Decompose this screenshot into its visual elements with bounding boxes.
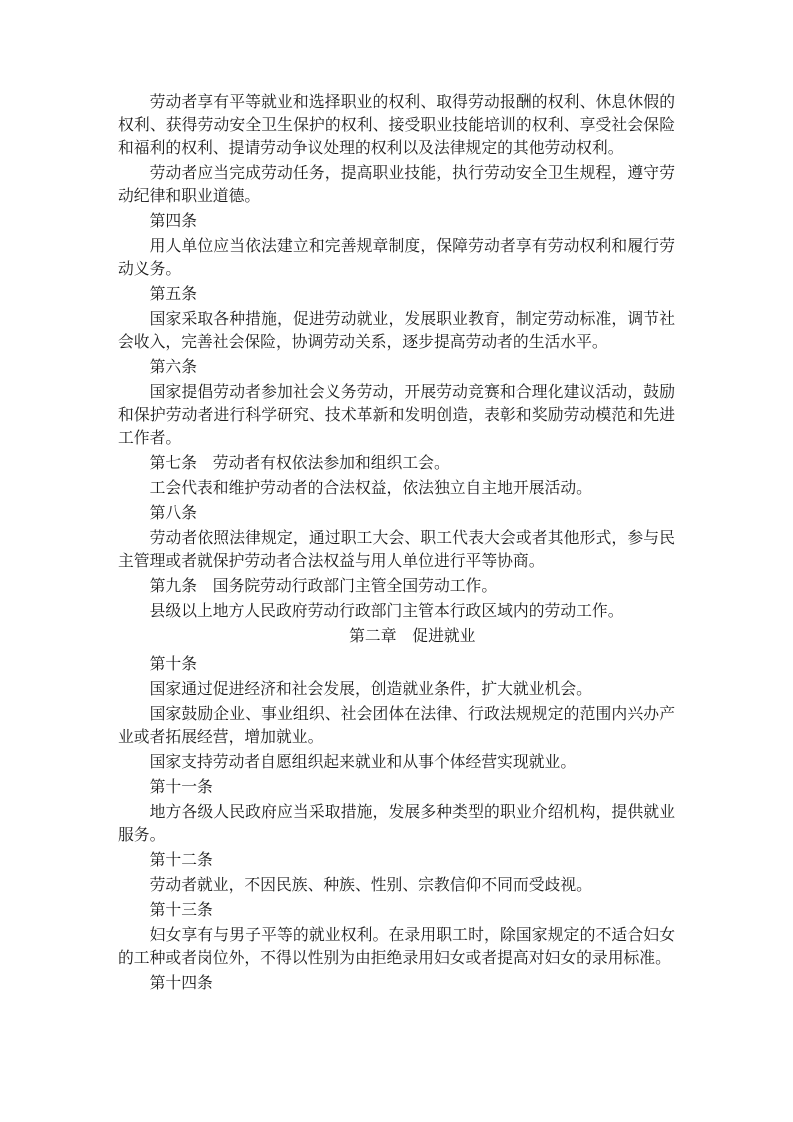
paragraph: 国家采取各种措施，促进劳动就业，发展职业教育，制定劳动标准，调节社会收入，完善社会保险，协调劳动关系，逐步提高劳动者的生活水平。 — [118, 311, 675, 351]
paragraph: 国家通过促进经济和社会发展，创造就业条件，扩大就业机会。 — [149, 681, 592, 698]
paragraph: 劳动者应当完成劳动任务，提高职业技能，执行劳动安全卫生规程，遵守劳动纪律和职业道德。 — [118, 165, 675, 205]
paragraph: 劳动者就业，不因民族、种族、性别、宗教信仰不同而受歧视。 — [149, 877, 592, 894]
paragraph: 第十二条 — [149, 852, 213, 869]
paragraph: 地方各级人民政府应当采取措施，发展多种类型的职业介绍机构，提供就业服务。 — [118, 804, 675, 844]
paragraph: 国家提倡劳动者参加社会义务劳动，开展劳动竞赛和合理化建议活动，鼓励和保护劳动者进行科学研究、技术革新和发明创造，表彰和奖励劳动模范和先进工作者。 — [118, 384, 675, 447]
paragraph: 县级以上地方人民政府劳动行政部门主管本行政区域内的劳动工作。 — [149, 603, 624, 620]
document-body — [118, 91, 675, 997]
paragraph: 国家鼓励企业、事业组织、社会团体在法律、行政法规规定的范围内兴办产业或者拓展经营，增加就业。 — [118, 706, 675, 746]
paragraph: 第六条 — [149, 359, 197, 376]
paragraph: 第十一条 — [149, 779, 213, 796]
paragraph: 第十四条 — [149, 975, 213, 992]
paragraph: 第十条 — [149, 656, 197, 673]
paragraph: 第四条 — [149, 213, 197, 230]
paragraph: 劳动者享有平等就业和选择职业的权利、取得劳动报酬的权利、休息休假的权利、获得劳动安全卫生保护的权利、接受职业技能培训的权利、享受社会保险和福利的权利、提请劳动争议处理的权利以及法律规定的其他劳动权利。 — [118, 94, 675, 157]
paragraph: 用人单位应当依法建立和完善规章制度，保障劳动者享有劳动权利和履行劳动义务。 — [118, 238, 675, 278]
paragraph: 国家支持劳动者自愿组织起来就业和从事个体经营实现就业。 — [149, 754, 577, 771]
chapter-heading: 第二章 促进就业 — [349, 628, 476, 645]
paragraph: 第九条 国务院劳动行政部门主管全国劳动工作。 — [149, 578, 498, 595]
paragraph: 第七条 劳动者有权依法参加和组织工会。 — [149, 455, 450, 472]
paragraph: 劳动者依照法律规定，通过职工大会、职工代表大会或者其他形式，参与民主管理或者就保护劳动者合法权益与用人单位进行平等协商。 — [118, 530, 675, 570]
paragraph: 第五条 — [149, 286, 197, 303]
paragraph: 第十三条 — [149, 902, 213, 919]
paragraph: 工会代表和维护劳动者的合法权益，依法独立自主地开展活动。 — [149, 480, 592, 497]
paragraph: 第八条 — [149, 505, 197, 522]
paragraph: 妇女享有与男子平等的就业权利。在录用职工时，除国家规定的不适合妇女的工种或者岗位外，不得以性别为由拒绝录用妇女或者提高对妇女的录用标准。 — [118, 927, 675, 967]
